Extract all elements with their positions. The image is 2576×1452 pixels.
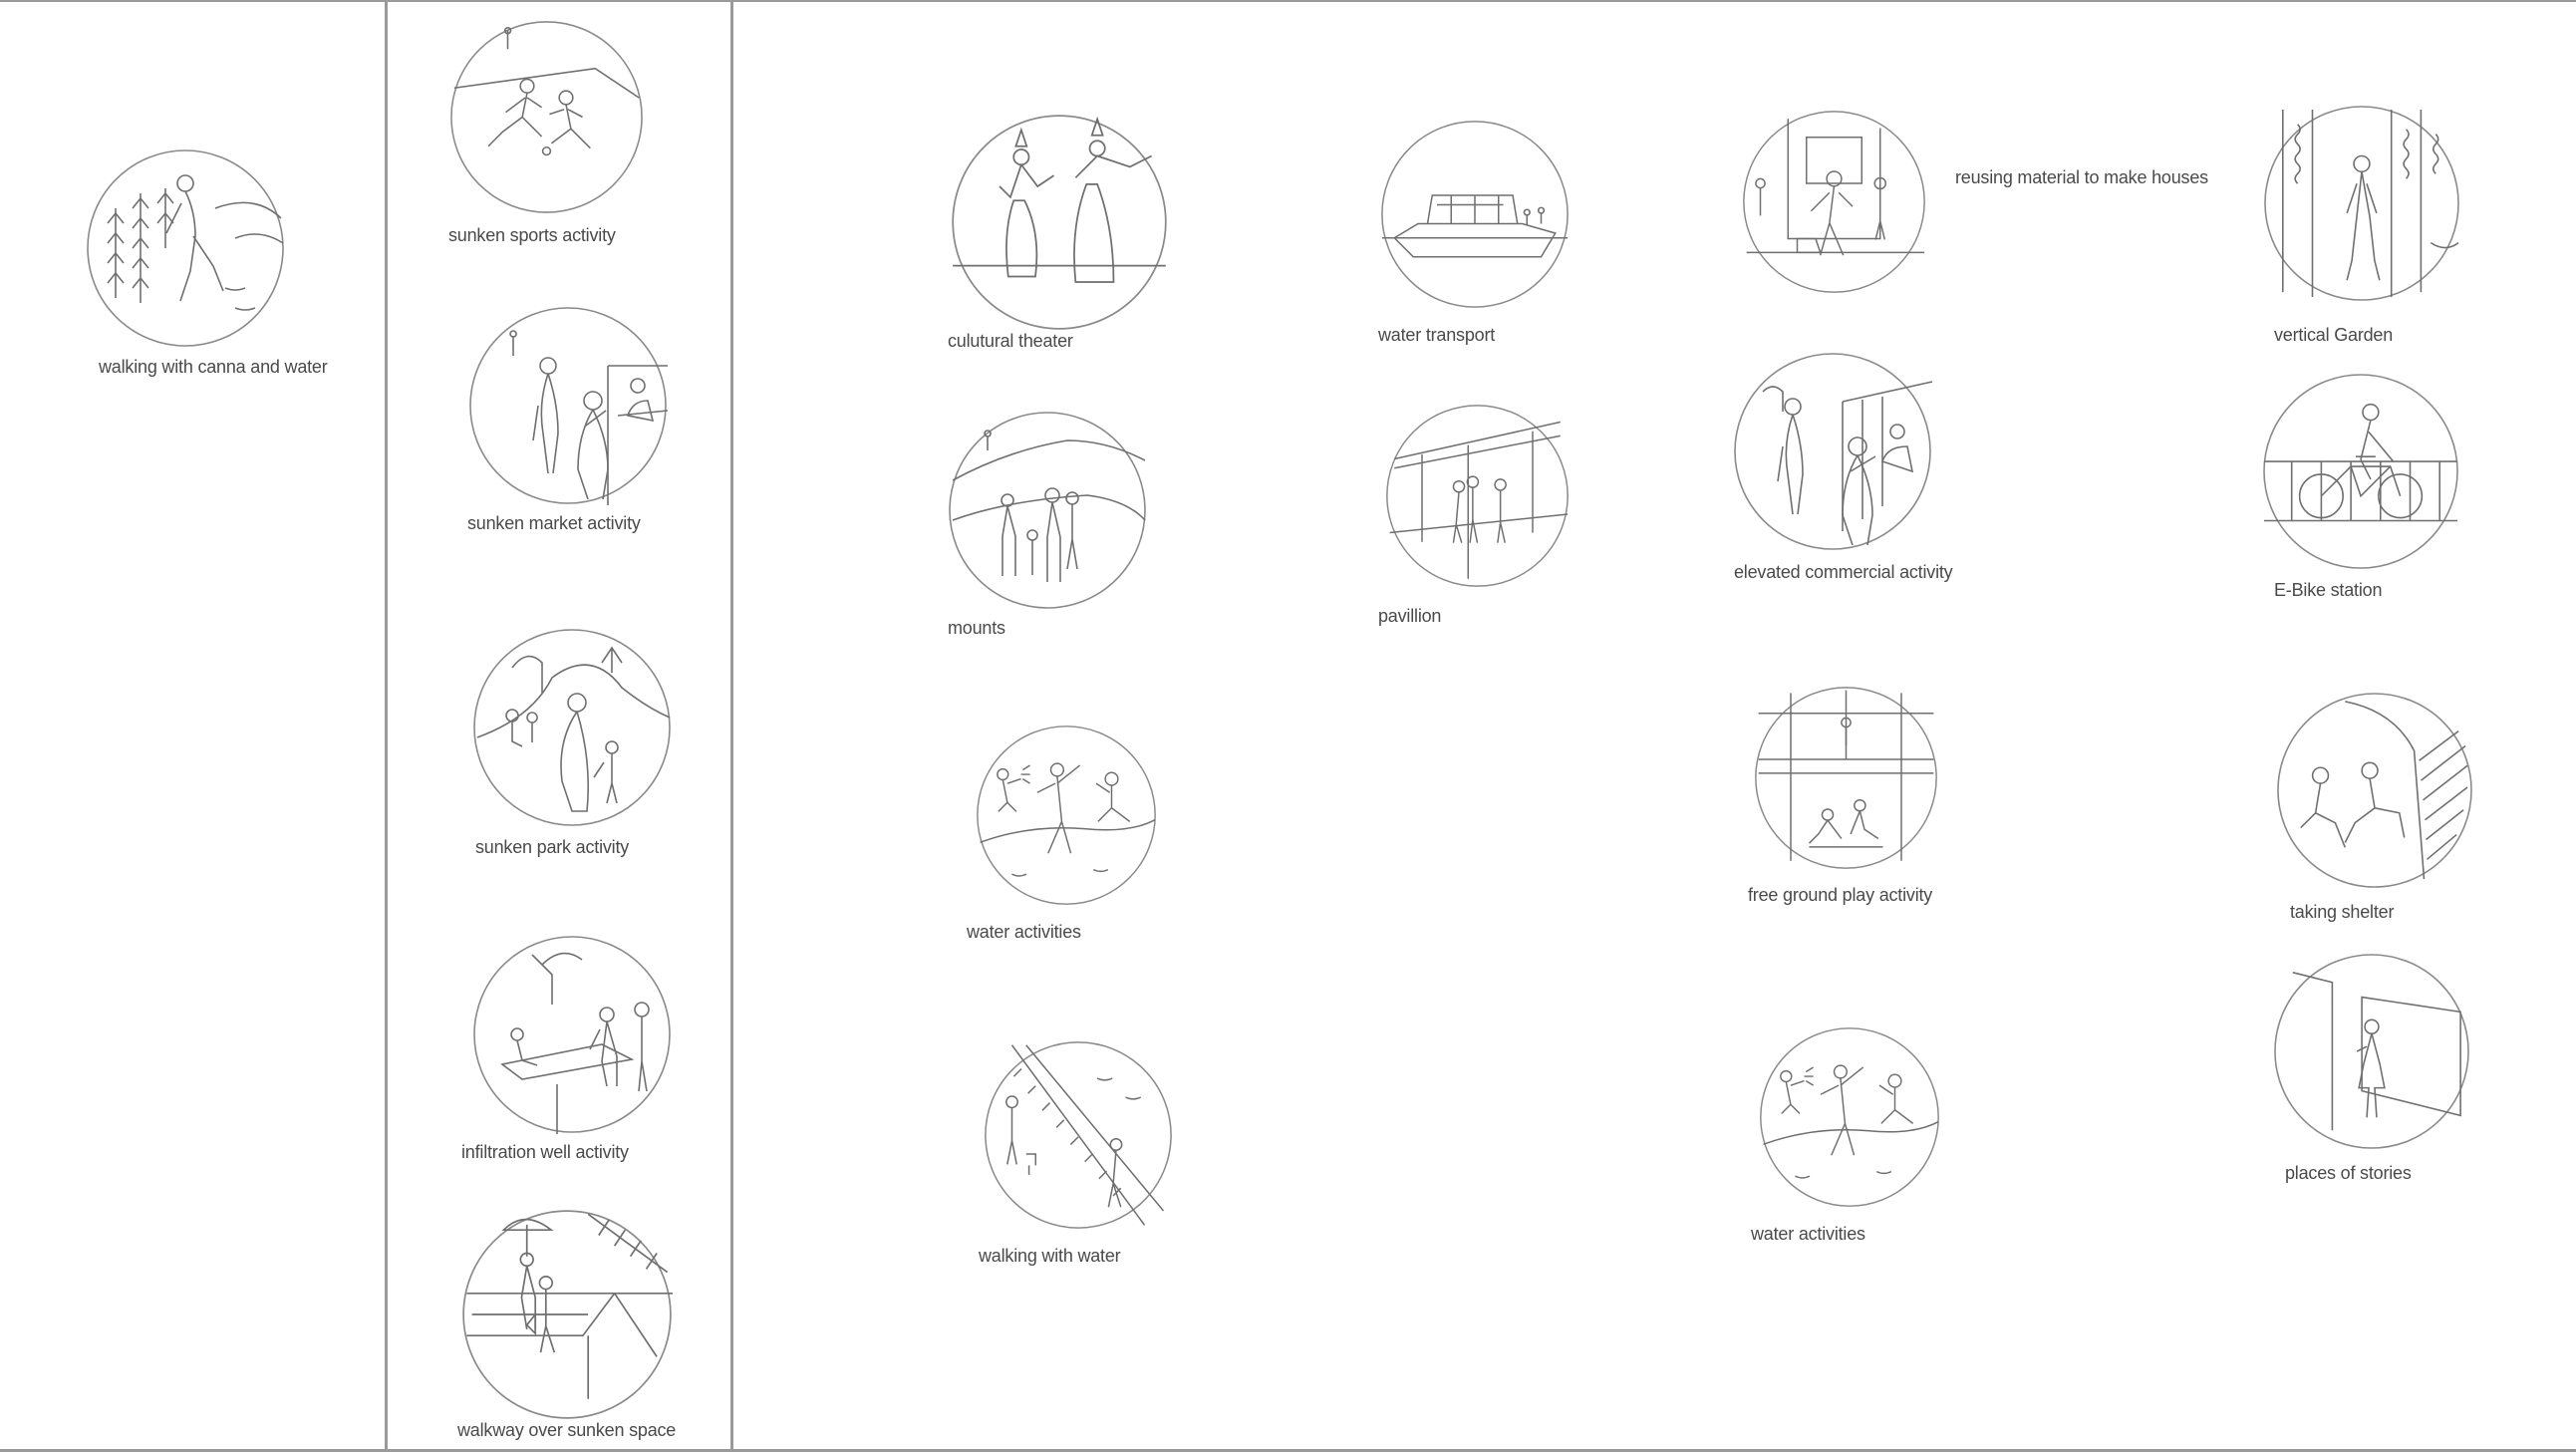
caption-freeplay: free ground play activity — [1748, 885, 1933, 905]
vignette-elevated — [1733, 352, 1932, 551]
family-on-mounds-icon — [948, 411, 1147, 610]
market-shoppers-icon — [468, 306, 668, 505]
caption-walkwater: walking with water — [979, 1246, 1121, 1266]
vignette-park — [472, 628, 672, 827]
cyclist-icon — [2262, 373, 2459, 570]
workers-building-house-icon — [1742, 110, 1926, 294]
caption-canna: walking with canna and water — [99, 357, 328, 377]
vignette-infiltration — [472, 935, 672, 1134]
vignette-walkway — [461, 1209, 673, 1420]
vignette-freeplay — [1754, 686, 1938, 870]
caption-shelter: taking shelter — [2290, 902, 2395, 922]
vignette-water2 — [1759, 1026, 1940, 1208]
people-at-bench-icon — [472, 935, 672, 1134]
caption-theater: culutural theater — [948, 331, 1073, 351]
caption-garden: vertical Garden — [2274, 325, 2394, 345]
people-walking-by-water-icon — [984, 1040, 1173, 1230]
person-at-story-board-icon — [2273, 953, 2470, 1150]
children-splashing-icon — [976, 725, 1157, 906]
column-divider-2 — [730, 0, 733, 1452]
caption-stories: places of stories — [2285, 1163, 2412, 1183]
vignette-shelter — [2276, 692, 2473, 889]
caption-ebike: E-Bike station — [2274, 580, 2383, 600]
person-with-umbrella-on-walkway-icon — [461, 1209, 673, 1420]
family-in-park-icon — [472, 628, 672, 827]
caption-pavilion: pavillion — [1378, 606, 1442, 626]
vignette-canna — [86, 148, 285, 348]
caption-water1: water activities — [967, 922, 1081, 942]
caption-sports: sunken sports activity — [448, 225, 616, 245]
caption-walkway: walkway over sunken space — [457, 1420, 677, 1440]
vignette-mounts — [948, 411, 1147, 610]
vignette-water1 — [976, 725, 1157, 906]
column-divider-1 — [385, 0, 388, 1452]
caption-market: sunken market activity — [467, 513, 641, 533]
boat-on-water-icon — [1380, 120, 1570, 309]
vignette-market — [468, 306, 668, 505]
caption-infiltration: infiltration well activity — [461, 1142, 629, 1162]
vignette-ebike — [2262, 373, 2459, 570]
pedestrian-in-canna-garden-icon — [86, 148, 285, 348]
vignette-walkwater — [984, 1040, 1173, 1230]
children-splashing-icon — [1759, 1026, 1940, 1208]
person-by-green-wall-icon — [2263, 105, 2460, 302]
vignette-pavilion — [1385, 404, 1570, 588]
shoppers-at-stall-icon — [1733, 352, 1932, 551]
children-under-structure-icon — [1754, 686, 1938, 870]
vignette-stories — [2273, 953, 2470, 1150]
vignette-garden — [2263, 105, 2460, 302]
dancers-performing-icon — [951, 114, 1168, 331]
vignette-theater — [951, 114, 1168, 331]
vignette-transport — [1380, 120, 1570, 309]
caption-water2: water activities — [1751, 1224, 1865, 1244]
caption-elevated: elevated commercial activity — [1734, 562, 1953, 582]
vignette-reuse — [1742, 110, 1926, 294]
vignette-sports — [449, 20, 644, 214]
caption-mounts: mounts — [948, 618, 1005, 638]
caption-reuse: reusing material to make houses — [1955, 167, 2208, 187]
children-playing-football-icon — [449, 20, 644, 214]
people-under-pavilion-icon — [1385, 404, 1570, 588]
caption-transport: water transport — [1378, 325, 1496, 345]
people-sitting-in-shelter-icon — [2276, 692, 2473, 889]
caption-park: sunken park activity — [475, 837, 630, 857]
